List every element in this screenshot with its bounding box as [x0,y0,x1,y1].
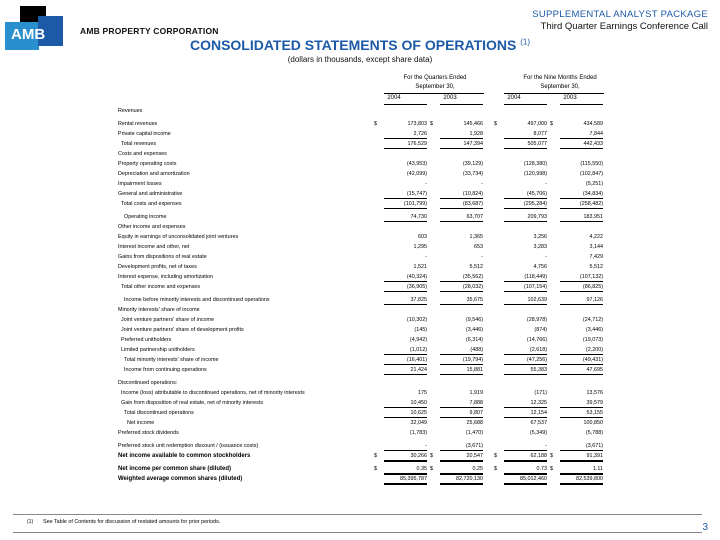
year-header: 2003 [563,95,577,101]
table-row [0,106,720,116]
row-value: 4,756 [533,264,547,270]
table-row [0,335,720,345]
row-value: 82,720,130 [456,476,483,482]
company-name: AMB PROPERTY CORPORATION [80,26,219,36]
row-value: 74,730 [410,214,427,220]
table-row [0,441,720,451]
row-value: (83,687) [462,201,483,207]
package-label: SUPPLEMENTAL ANALYST PACKAGE [532,9,708,20]
row-value: - [545,443,547,449]
row-value: 3,283 [533,244,547,250]
row-value: 1,928 [469,131,483,137]
dollar-sign: $ [494,453,497,459]
row-label: Gain from disposition of real estate, net of minority interests [121,400,264,406]
row-value: (39,129) [462,161,483,167]
row-value: 7,429 [589,254,603,260]
row-value: 209,793 [527,214,547,220]
table-row [0,119,720,129]
title-footnote-marker: (1) [520,37,531,47]
row-label: Other income and expenses [118,224,186,230]
row-value: 97,126 [586,297,603,303]
row-label: Minority interests' share of income [118,307,200,313]
row-label: Impairment losses [118,181,162,187]
row-value: (14,766) [526,337,547,343]
row-value: 0.25 [472,466,483,472]
row-label: Net income available to common stockholders [118,453,251,459]
row-label: Weighted average common shares (diluted) [118,476,243,482]
row-value: (258,482) [579,201,603,207]
row-value: (102,847) [579,171,603,177]
row-value: 12,325 [530,400,547,406]
row-value: 85,395,787 [400,476,427,482]
table-row [0,169,720,179]
row-value: (1,012) [409,347,427,353]
row-value: 53,155 [586,410,603,416]
row-value: 183,951 [583,214,603,220]
row-value: (3,446) [585,327,603,333]
dollar-sign: $ [430,121,433,127]
table-row [0,355,720,365]
year-header: 2004 [387,95,401,101]
dollar-sign: $ [550,121,553,127]
row-value: 47,695 [586,367,603,373]
row-value: 63,707 [466,214,483,220]
row-value: 145,466 [463,121,483,127]
row-label: Private capital income [118,131,171,137]
row-value: 5,512 [469,264,483,270]
table-row [0,149,720,159]
row-value: 102,639 [527,297,547,303]
row-value: 1,919 [469,390,483,396]
row-value: - [425,443,427,449]
page-number: 3 [702,522,708,533]
table-row [0,282,720,292]
row-value: 434,589 [583,121,603,127]
table-row [0,388,720,398]
row-value: - [425,254,427,260]
row-value: 1,521 [413,264,427,270]
row-label: Discontinued operations: [118,380,178,386]
row-value: 0.73 [536,466,547,472]
event-label: Third Quarter Earnings Conference Call [540,21,708,32]
row-value: (128,380) [523,161,547,167]
row-value: (10,824) [462,191,483,197]
table-row [0,232,720,242]
row-label: Costs and expenses [118,151,167,157]
row-label: Equity in earnings of unconsolidated joint ventures [118,234,239,240]
row-value: (1,783) [409,430,427,436]
row-value: - [481,254,483,260]
row-value: 10,450 [410,400,427,406]
table-row [0,325,720,335]
dollar-sign: $ [550,453,553,459]
table-row [0,474,720,484]
footnote-marker: (1) [27,519,34,525]
row-value: 12,154 [530,410,547,416]
table-row [0,199,720,209]
row-value: (3,446) [465,327,483,333]
row-value: (33,734) [462,171,483,177]
dollar-sign: $ [430,453,433,459]
row-value: (34,834) [582,191,603,197]
row-value: (10,302) [406,317,427,323]
dollar-sign: $ [430,466,433,472]
table-row [0,159,720,169]
row-value: (101,799) [403,201,427,207]
row-value: 100,850 [583,420,603,426]
row-value: (45,706) [526,191,547,197]
row-value: 91,391 [586,453,603,459]
row-value: (42,099) [406,171,427,177]
row-value: (43,953) [406,161,427,167]
row-label: Joint venture partners' share of income [121,317,215,323]
table-row [0,345,720,355]
row-value: - [425,181,427,187]
table-row [0,398,720,408]
row-value: (171) [534,390,547,396]
row-value: 39,579 [586,400,603,406]
row-value: - [545,254,547,260]
footnote-box [13,514,702,533]
table-row [0,262,720,272]
row-label: Income (loss) attributable to discontinued operations, net of minority interests [121,390,305,396]
row-value: 0.35 [416,466,427,472]
row-value: (28,978) [526,317,547,323]
row-value: 497,000 [527,121,547,127]
row-value: 32,049 [410,420,427,426]
table-row [0,428,720,438]
row-label: Limited partnership unitholders [121,347,195,353]
dollar-sign: $ [374,453,377,459]
row-value: (28,032) [462,284,483,290]
row-label: Preferred stock unit redemption discount / (issuance costs) [118,443,259,449]
row-label: Interest expense, including amortization [118,274,213,280]
page-subtitle: (dollars in thousands, except share data) [287,55,433,64]
row-value: 603 [418,234,427,240]
row-value: 173,803 [407,121,427,127]
row-value: 3,256 [533,234,547,240]
row-value: 20,547 [466,453,483,459]
row-label: Total revenues [121,141,157,147]
table-row [0,189,720,199]
row-value: 62,188 [530,453,547,459]
table-row [0,464,720,474]
row-value: 1.11 [592,466,603,472]
table-row [0,418,720,428]
row-value: 30,266 [410,453,427,459]
row-value: 13,576 [586,390,603,396]
nine-months-header: For the Nine Months Ended September 30, [523,75,597,90]
row-value: (115,550) [580,161,603,167]
row-label: Gains from dispositions of real estate [118,254,207,260]
row-value: (5,349) [529,430,547,436]
row-label: Interest income and other, net [118,244,190,250]
table-row [0,212,720,222]
row-value: 35,675 [466,297,483,303]
row-value: (5,788) [585,430,603,436]
row-value: (107,154) [523,284,547,290]
row-value: 15,881 [466,367,483,373]
row-value: 1,295 [413,244,427,250]
dollar-sign: $ [494,466,497,472]
row-label: Net income per common share (diluted) [118,466,232,472]
year-header: 2004 [507,95,521,101]
logo-text: AMB [11,26,46,43]
dollar-sign: $ [494,121,497,127]
year-header: 2003 [443,95,457,101]
table-row [0,305,720,315]
row-label: Total minority interests' share of income [124,357,219,363]
row-value: 10,625 [410,410,427,416]
row-value: - [545,181,547,187]
row-value: 37,825 [410,297,427,303]
row-value: (120,998) [523,171,547,177]
row-label: Total costs and expenses [121,201,182,207]
row-value: (2,618) [529,347,547,353]
row-label: Net income [127,420,155,426]
row-value: (47,256) [526,357,547,363]
row-value: (16,401) [406,357,427,363]
row-value: (49,431) [582,357,603,363]
row-label: Development profits, net of taxes [118,264,197,270]
row-value: (15,747) [406,191,427,197]
row-label: Operating income [124,214,167,220]
row-value: (9,546) [465,317,483,323]
footnote-text: See Table of Contents for discussion of restated amounts for prior periods. [43,519,221,525]
table-row [0,365,720,375]
dollar-sign: $ [374,466,377,472]
table-row [0,129,720,139]
row-value: (3,671) [585,443,603,449]
row-value: 67,537 [530,420,547,426]
row-value: 175 [418,390,427,396]
row-value: 9,807 [469,410,483,416]
row-label: Income before minority interests and discontinued operations [124,297,270,303]
row-value: 7,888 [469,400,483,406]
row-label: General and administrative [118,191,183,197]
table-row [0,139,720,149]
table-row [0,242,720,252]
row-value: 3,144 [589,244,603,250]
row-label: Property operating costs [118,161,177,167]
row-label: Rental revenues [118,121,158,127]
row-label: Revenues [118,108,143,114]
table-row [0,295,720,305]
dollar-sign: $ [374,121,377,127]
row-value: 147,394 [463,141,483,147]
row-value: 505,077 [527,141,547,147]
row-value: (6,314) [465,337,483,343]
row-value: (874) [534,327,547,333]
table-row [0,272,720,282]
table-row [0,179,720,189]
row-value: (107,132) [579,274,603,280]
row-value: (24,712) [582,317,603,323]
table-row [0,378,720,388]
row-label: Depreciation and amortization [118,171,190,177]
row-value: (145) [414,327,427,333]
row-value: (19,794) [462,357,483,363]
table-row [0,451,720,461]
row-value: 176,529 [407,141,427,147]
row-value: (3,671) [465,443,483,449]
table-row [0,315,720,325]
row-label: Joint venture partners' share of development profits [121,327,244,333]
quarters-header: For the Quarters Ended September 30, [403,75,467,90]
row-value: 1,365 [469,234,483,240]
row-value: (118,449) [524,274,547,280]
row-value: 85,012,460 [520,476,547,482]
row-value: (86,825) [582,284,603,290]
row-value: (2,200) [585,347,603,353]
row-value: 8,077 [533,131,547,137]
page-title: CONSOLIDATED STATEMENTS OF OPERATIONS $^{(1)}$ [189,37,531,53]
row-value: 21,424 [410,367,427,373]
row-value: 25,688 [466,420,483,426]
row-value: 4,222 [589,234,603,240]
row-value: (295,284) [523,201,547,207]
table-row [0,252,720,262]
row-value: 442,433 [583,141,603,147]
row-value: 55,383 [530,367,547,373]
row-label: Income from continuing operations [124,367,207,373]
row-value: 82,539,800 [576,476,603,482]
row-value: (488) [470,347,483,353]
row-value: (19,073) [582,337,603,343]
row-value: (35,562) [462,274,483,280]
row-value: (4,942) [409,337,427,343]
table-row [0,222,720,232]
table-row [0,408,720,418]
row-value: (5,251) [585,181,603,187]
row-label: Total discontinued operations [124,410,194,416]
row-value: - [481,181,483,187]
row-value: 653 [474,244,483,250]
row-value: (36,905) [406,284,427,290]
dollar-sign: $ [550,466,553,472]
row-label: Preferred unitholders [121,337,172,343]
row-label: Preferred stock dividends [118,430,179,436]
row-value: 7,844 [589,131,603,137]
row-value: (1,470) [465,430,483,436]
row-label: Total other income and expenses [121,284,201,290]
row-value: (40,324) [406,274,427,280]
row-value: 5,512 [589,264,603,270]
row-value: 2,726 [413,131,427,137]
